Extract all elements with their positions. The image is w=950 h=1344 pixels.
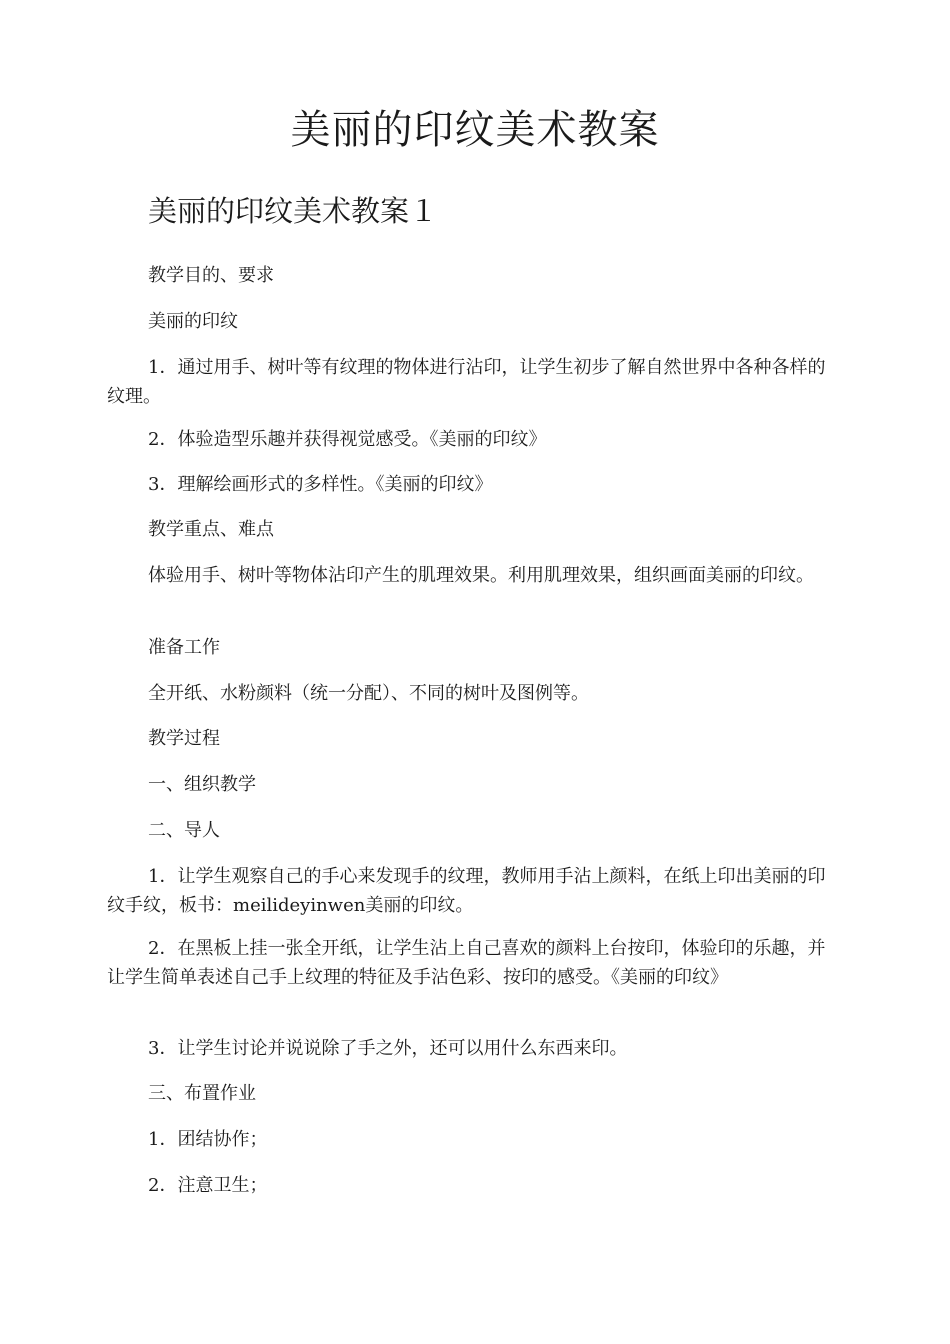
paragraph-step-two: 二、导人 (148, 820, 220, 841)
paragraph-objectives-heading: 教学目的、要求 (148, 265, 274, 286)
paragraph-intro-3: 3．让学生讨论并说说除了手之外，还可以用什么东西来印。 (148, 1038, 628, 1059)
section-heading: 美丽的印纹美术教案１ (148, 194, 439, 228)
paragraph-keypoints: 体验用手、树叶等物体沾印产生的肌理效果。利用肌理效果，组织画面美丽的印纹。 (148, 565, 814, 586)
paragraph-step-one: 一、组织教学 (148, 774, 256, 795)
paragraph-intro-1: 1．让学生观察自己的手心来发现手的纹理，教师用手沾上颜料，在纸上印出美丽的印纹手纹，板书：meilideyinwen美丽的印纹。 (107, 866, 826, 916)
paragraph-homework-1: 1．团结协作； (148, 1129, 268, 1150)
paragraph-lesson-name: 美丽的印纹 (148, 311, 238, 332)
paragraph-objective-1: 1．通过用手、树叶等有纹理的物体进行沾印，让学生初步了解自然世界中各种各样的纹理。 (107, 357, 826, 407)
paragraph-objective-3: 3．理解绘画形式的多样性。《美丽的印纹》 (148, 474, 493, 495)
paragraph-homework-2: 2．注意卫生； (148, 1175, 268, 1196)
paragraph-keypoints-heading: 教学重点、难点 (148, 519, 274, 540)
paragraph-objective-2: 2．体验造型乐趣并获得视觉感受。《美丽的印纹》 (148, 429, 547, 450)
paragraph-homework-heading: 三、布置作业 (148, 1083, 256, 1104)
document-title: 美丽的印纹美术教案 (290, 107, 660, 153)
paragraph-process-heading: 教学过程 (148, 728, 220, 749)
paragraph-preparation-heading: 准备工作 (148, 637, 220, 658)
paragraph-materials: 全开纸、水粉颜料（统一分配）、不同的树叶及图例等。 (148, 683, 589, 704)
paragraph-intro-2: 2．在黑板上挂一张全开纸，让学生沾上自己喜欢的颜料上台按印，体验印的乐趣，并让学生简单表述自己手上纹理的特征及手沾色彩、按印的感受。《美丽的印纹》 (107, 938, 826, 988)
